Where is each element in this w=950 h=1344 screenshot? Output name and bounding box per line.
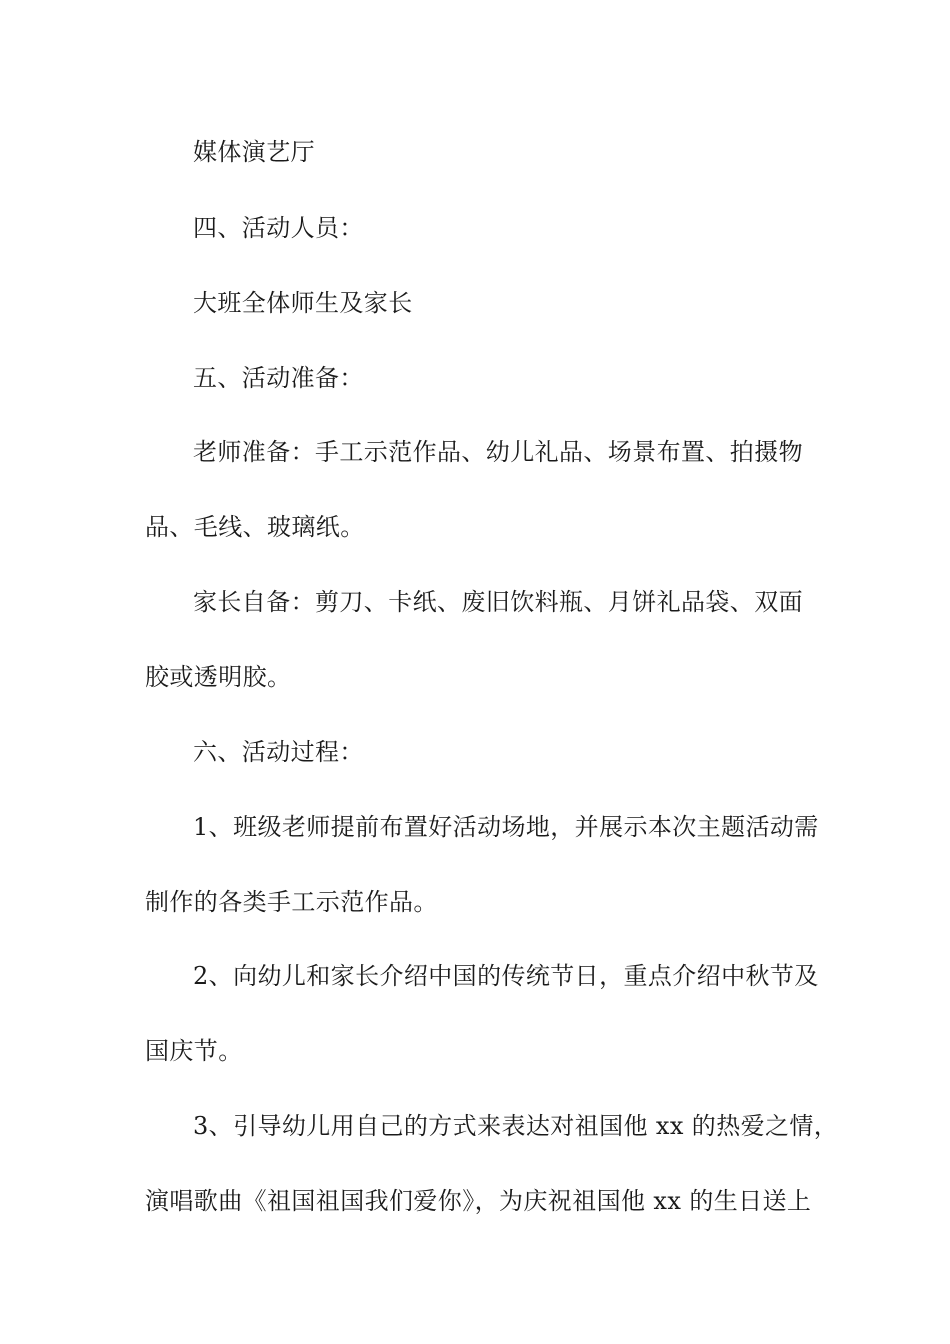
section-heading-participants: 四、活动人员： <box>193 214 364 242</box>
process-step-2-line-1: 2、向幼儿和家长介绍中国的传统节日，重点介绍中秋节及 <box>193 962 819 990</box>
process-step-1-line-1: 1、班级老师提前布置好活动场地，并展示本次主题活动需 <box>193 813 819 841</box>
venue-text: 媒体演艺厅 <box>193 138 315 166</box>
process-step-3-line-2: 演唱歌曲《祖国祖国我们爱你》，为庆祝祖国他 xx 的生日送上 <box>145 1187 812 1215</box>
process-step-3-line-1: 3、引导幼儿用自己的方式来表达对祖国他 xx 的热爱之情， <box>193 1112 839 1140</box>
participants-text: 大班全体师生及家长 <box>193 289 413 317</box>
parent-prep-line-2: 胶或透明胶。 <box>145 663 292 691</box>
teacher-prep-line-1: 老师准备：手工示范作品、幼儿礼品、场景布置、拍摄物 <box>193 438 803 466</box>
teacher-prep-line-2: 品、毛线、玻璃纸。 <box>145 513 365 541</box>
section-heading-preparation: 五、活动准备： <box>193 364 364 392</box>
process-step-1-line-2: 制作的各类手工示范作品。 <box>145 888 438 916</box>
process-step-2-line-2: 国庆节。 <box>145 1037 243 1065</box>
section-heading-process: 六、活动过程： <box>193 738 364 766</box>
parent-prep-line-1: 家长自备：剪刀、卡纸、废旧饮料瓶、月饼礼品袋、双面 <box>193 588 803 616</box>
